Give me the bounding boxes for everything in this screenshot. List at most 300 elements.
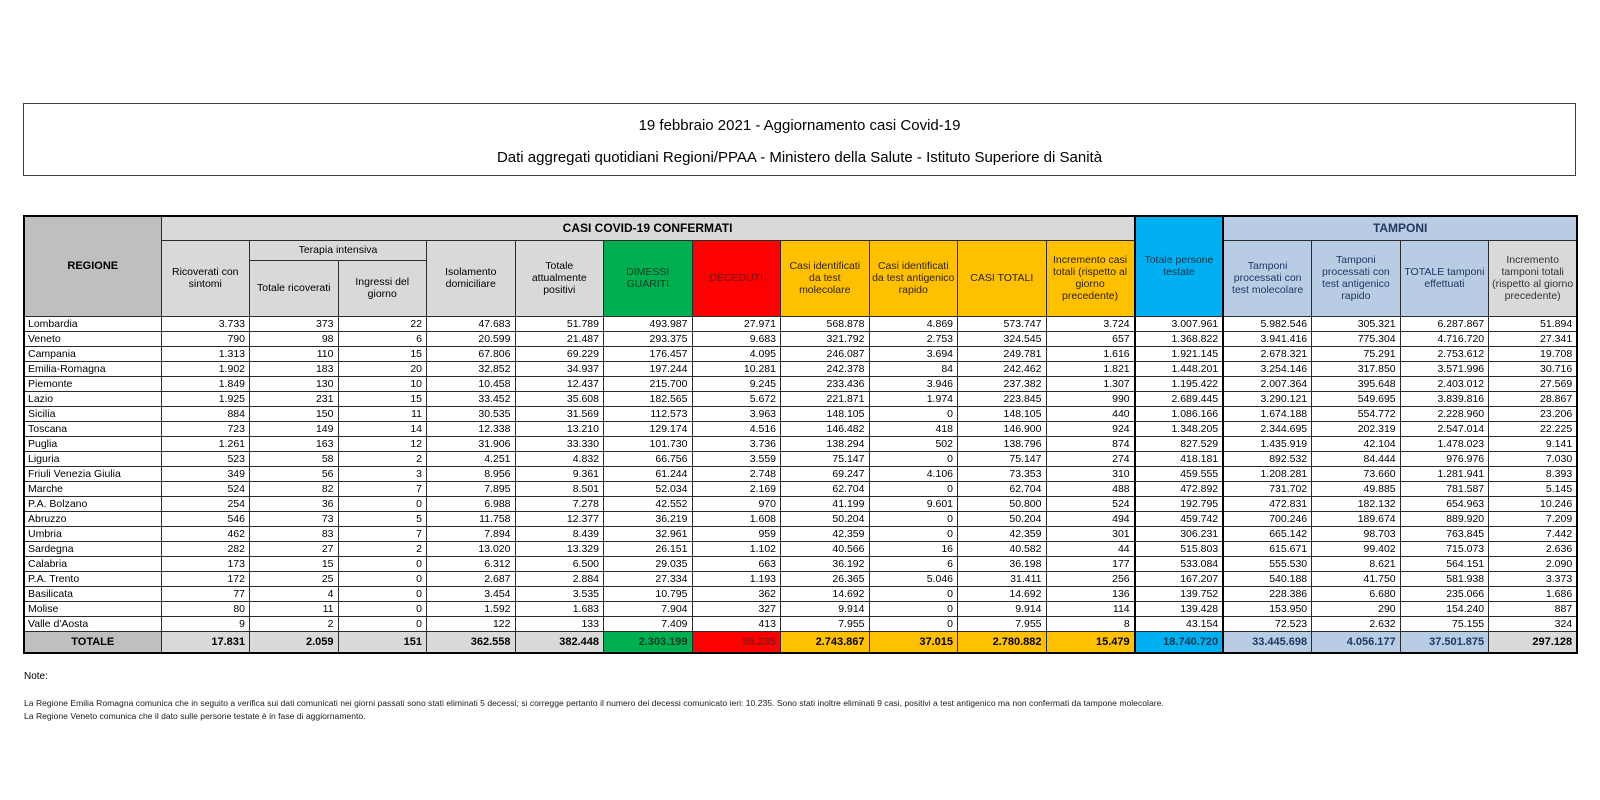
value-cell: 7.442 <box>1489 526 1578 541</box>
value-cell: 324.545 <box>958 331 1047 346</box>
value-cell: 221.871 <box>781 391 870 406</box>
value-cell: 146.482 <box>781 421 870 436</box>
table-row <box>24 451 1577 466</box>
value-cell: 75.291 <box>1312 346 1401 361</box>
value-cell: 189.674 <box>1312 511 1401 526</box>
value-cell: 16 <box>869 541 958 556</box>
value-cell: 1.925 <box>161 391 250 406</box>
value-cell: 3.254.146 <box>1223 361 1312 376</box>
region-name: P.A. Bolzano <box>24 496 161 511</box>
region-name: Valle d'Aosta <box>24 616 161 631</box>
value-cell: 3.571.996 <box>1400 361 1489 376</box>
value-cell: 36.198 <box>958 556 1047 571</box>
value-cell: 172 <box>161 571 250 586</box>
value-cell: 33.452 <box>427 391 516 406</box>
value-cell: 395.648 <box>1312 376 1401 391</box>
value-cell: 215.700 <box>604 376 693 391</box>
value-cell: 663 <box>692 556 781 571</box>
col-header-persone-testate: Totale persone testate <box>1135 216 1224 316</box>
value-cell: 2.636 <box>1489 541 1578 556</box>
value-cell: 42.359 <box>781 526 870 541</box>
value-cell: 959 <box>692 526 781 541</box>
region-name: Liguria <box>24 451 161 466</box>
table-row <box>24 331 1577 346</box>
value-cell: 3.535 <box>515 586 604 601</box>
table-row <box>24 361 1577 376</box>
value-cell: 5.672 <box>692 391 781 406</box>
value-cell: 554.772 <box>1312 406 1401 421</box>
value-cell: 472.892 <box>1135 481 1224 496</box>
totale-value-cell: 2.059 <box>250 631 339 653</box>
value-cell: 0 <box>338 496 427 511</box>
value-cell: 3.946 <box>869 376 958 391</box>
value-cell: 36.219 <box>604 511 693 526</box>
value-cell: 0 <box>869 511 958 526</box>
value-cell: 12.338 <box>427 421 516 436</box>
value-cell: 163 <box>250 436 339 451</box>
value-cell: 27 <box>250 541 339 556</box>
value-cell: 4.106 <box>869 466 958 481</box>
totale-value-cell: 15.479 <box>1046 631 1135 653</box>
value-cell: 665.142 <box>1223 526 1312 541</box>
value-cell: 515.803 <box>1135 541 1224 556</box>
value-cell: 51.894 <box>1489 316 1578 331</box>
group-header-terapia-intensiva: Terapia intensiva <box>250 240 427 260</box>
value-cell: 12.377 <box>515 511 604 526</box>
value-cell: 0 <box>338 601 427 616</box>
value-cell: 6.680 <box>1312 586 1401 601</box>
region-name: Basilicata <box>24 586 161 601</box>
value-cell: 82 <box>250 481 339 496</box>
value-cell: 715.073 <box>1400 541 1489 556</box>
value-cell: 1.086.166 <box>1135 406 1224 421</box>
value-cell: 2.090 <box>1489 556 1578 571</box>
table-row <box>24 466 1577 481</box>
value-cell: 874 <box>1046 436 1135 451</box>
value-cell: 0 <box>869 526 958 541</box>
value-cell: 494 <box>1046 511 1135 526</box>
value-cell: 62.704 <box>781 481 870 496</box>
totale-label: TOTALE <box>24 631 161 653</box>
value-cell: 139.428 <box>1135 601 1224 616</box>
value-cell: 242.378 <box>781 361 870 376</box>
value-cell: 1.616 <box>1046 346 1135 361</box>
value-cell: 2.169 <box>692 481 781 496</box>
table-row <box>24 556 1577 571</box>
value-cell: 7 <box>338 481 427 496</box>
value-cell: 182.132 <box>1312 496 1401 511</box>
totale-value-cell: 2.303.199 <box>604 631 693 653</box>
value-cell: 274 <box>1046 451 1135 466</box>
value-cell: 130 <box>250 376 339 391</box>
value-cell: 349 <box>161 466 250 481</box>
value-cell: 723 <box>161 421 250 436</box>
value-cell: 228.386 <box>1223 586 1312 601</box>
value-cell: 0 <box>338 571 427 586</box>
value-cell: 9.361 <box>515 466 604 481</box>
value-cell: 66.756 <box>604 451 693 466</box>
value-cell: 9.141 <box>1489 436 1578 451</box>
value-cell: 4 <box>250 586 339 601</box>
value-cell: 256 <box>1046 571 1135 586</box>
value-cell: 154.240 <box>1400 601 1489 616</box>
totale-value-cell: 17.831 <box>161 631 250 653</box>
region-name: Marche <box>24 481 161 496</box>
value-cell: 10.281 <box>692 361 781 376</box>
value-cell: 1.921.145 <box>1135 346 1224 361</box>
value-cell: 27.334 <box>604 571 693 586</box>
value-cell: 472.831 <box>1223 496 1312 511</box>
value-cell: 73.660 <box>1312 466 1401 481</box>
value-cell: 75.147 <box>958 451 1047 466</box>
region-name: Friuli Venezia Giulia <box>24 466 161 481</box>
value-cell: 4.251 <box>427 451 516 466</box>
value-cell: 2.687 <box>427 571 516 586</box>
value-cell: 327 <box>692 601 781 616</box>
value-cell: 61.244 <box>604 466 693 481</box>
value-cell: 2 <box>338 451 427 466</box>
value-cell: 56 <box>250 466 339 481</box>
group-header-casi-confermati: CASI COVID-19 CONFERMATI <box>161 216 1135 240</box>
value-cell: 14 <box>338 421 427 436</box>
value-cell: 249.781 <box>958 346 1047 361</box>
table-footer <box>24 631 1577 653</box>
value-cell: 970 <box>692 496 781 511</box>
value-cell: 254 <box>161 496 250 511</box>
value-cell: 69.247 <box>781 466 870 481</box>
value-cell: 69.229 <box>515 346 604 361</box>
value-cell: 26.365 <box>781 571 870 586</box>
value-cell: 2.884 <box>515 571 604 586</box>
value-cell: 50.800 <box>958 496 1047 511</box>
value-cell: 73.353 <box>958 466 1047 481</box>
value-cell: 440 <box>1046 406 1135 421</box>
region-name: Sardegna <box>24 541 161 556</box>
region-name: Campania <box>24 346 161 361</box>
value-cell: 14.692 <box>781 586 870 601</box>
value-cell: 3.736 <box>692 436 781 451</box>
value-cell: 549.695 <box>1312 391 1401 406</box>
value-cell: 1.281.941 <box>1400 466 1489 481</box>
value-cell: 1.608 <box>692 511 781 526</box>
totale-value-cell: 33.445.698 <box>1223 631 1312 653</box>
value-cell: 8.439 <box>515 526 604 541</box>
value-cell: 310 <box>1046 466 1135 481</box>
value-cell: 0 <box>869 481 958 496</box>
table-body <box>24 316 1577 631</box>
value-cell: 2.689.445 <box>1135 391 1224 406</box>
value-cell: 533.084 <box>1135 556 1224 571</box>
value-cell: 44 <box>1046 541 1135 556</box>
value-cell: 7.904 <box>604 601 693 616</box>
value-cell: 19.708 <box>1489 346 1578 361</box>
value-cell: 1.102 <box>692 541 781 556</box>
table-row <box>24 376 1577 391</box>
note-line: La Regione Emilia Romagna comunica che in seguito a verifica sui dati comunicati nei giorni passati sono stati eliminati 5 decessi; si corregge pertanto il numero dei decessi comunicato ieri: 10.235. Sono stati inoltre eliminati 9 casi, positivi a test antigenico ma non confermati da tampone molecolare. <box>24 698 1164 708</box>
col-header-totale-attualmente-positivi: Totale attualmente positivi <box>515 240 604 316</box>
value-cell: 15 <box>338 391 427 406</box>
value-cell: 122 <box>427 616 516 631</box>
value-cell: 246.087 <box>781 346 870 361</box>
region-name: Piemonte <box>24 376 161 391</box>
value-cell: 43.154 <box>1135 616 1224 631</box>
value-cell: 110 <box>250 346 339 361</box>
col-header-casi-totali: CASI TOTALI <box>958 240 1047 316</box>
value-cell: 1.683 <box>515 601 604 616</box>
region-name: Toscana <box>24 421 161 436</box>
value-cell: 282 <box>161 541 250 556</box>
value-cell: 9.683 <box>692 331 781 346</box>
value-cell: 3.694 <box>869 346 958 361</box>
value-cell: 75.147 <box>781 451 870 466</box>
table-row <box>24 346 1577 361</box>
value-cell: 293.375 <box>604 331 693 346</box>
value-cell: 33.330 <box>515 436 604 451</box>
region-name: Calabria <box>24 556 161 571</box>
value-cell: 9.601 <box>869 496 958 511</box>
value-cell: 173 <box>161 556 250 571</box>
value-cell: 2.753 <box>869 331 958 346</box>
value-cell: 418 <box>869 421 958 436</box>
value-cell: 0 <box>869 601 958 616</box>
value-cell: 654.963 <box>1400 496 1489 511</box>
totale-value-cell: 18.740.720 <box>1135 631 1224 653</box>
value-cell: 1.849 <box>161 376 250 391</box>
value-cell: 9.245 <box>692 376 781 391</box>
value-cell: 27.341 <box>1489 331 1578 346</box>
value-cell: 2.748 <box>692 466 781 481</box>
totale-row <box>24 631 1577 653</box>
report-title: 19 febbraio 2021 - Aggiornamento casi Covid-19 <box>638 117 961 134</box>
value-cell: 52.034 <box>604 481 693 496</box>
value-cell: 1.348.205 <box>1135 421 1224 436</box>
value-cell: 615.671 <box>1223 541 1312 556</box>
table-row <box>24 496 1577 511</box>
value-cell: 11.758 <box>427 511 516 526</box>
value-cell: 6.988 <box>427 496 516 511</box>
value-cell: 47.683 <box>427 316 516 331</box>
value-cell: 700.246 <box>1223 511 1312 526</box>
value-cell: 20.599 <box>427 331 516 346</box>
value-cell: 28.867 <box>1489 391 1578 406</box>
value-cell: 0 <box>338 556 427 571</box>
value-cell: 1.974 <box>869 391 958 406</box>
value-cell: 233.436 <box>781 376 870 391</box>
value-cell: 2.228.960 <box>1400 406 1489 421</box>
value-cell: 50.204 <box>958 511 1047 526</box>
totale-value-cell: 2.743.867 <box>781 631 870 653</box>
value-cell: 15 <box>338 346 427 361</box>
value-cell: 8.621 <box>1312 556 1401 571</box>
value-cell: 2.344.695 <box>1223 421 1312 436</box>
value-cell: 2.632 <box>1312 616 1401 631</box>
covid-data-table <box>23 215 1578 654</box>
value-cell: 7 <box>338 526 427 541</box>
col-header-isolamento-domiciliare: Isolamento domiciliare <box>427 240 516 316</box>
value-cell: 990 <box>1046 391 1135 406</box>
value-cell: 41.199 <box>781 496 870 511</box>
value-cell: 23.206 <box>1489 406 1578 421</box>
value-cell: 99.402 <box>1312 541 1401 556</box>
col-header-casi-test-antigenico: Casi identificati da test antigenico rapido <box>869 240 958 316</box>
value-cell: 148.105 <box>781 406 870 421</box>
value-cell: 290 <box>1312 601 1401 616</box>
value-cell: 2 <box>338 541 427 556</box>
value-cell: 136 <box>1046 586 1135 601</box>
col-header-regione: REGIONE <box>24 216 161 316</box>
value-cell: 6.287.867 <box>1400 316 1489 331</box>
value-cell: 462 <box>161 526 250 541</box>
value-cell: 10.458 <box>427 376 516 391</box>
value-cell: 306.231 <box>1135 526 1224 541</box>
region-name: Emilia-Romagna <box>24 361 161 376</box>
value-cell: 42.359 <box>958 526 1047 541</box>
value-cell: 8.956 <box>427 466 516 481</box>
value-cell: 2.753.612 <box>1400 346 1489 361</box>
value-cell: 146.900 <box>958 421 1047 436</box>
group-header-tamponi: TAMPONI <box>1223 216 1577 240</box>
value-cell: 10.795 <box>604 586 693 601</box>
value-cell: 29.035 <box>604 556 693 571</box>
value-cell: 540.188 <box>1223 571 1312 586</box>
value-cell: 9.914 <box>958 601 1047 616</box>
value-cell: 924 <box>1046 421 1135 436</box>
value-cell: 242.462 <box>958 361 1047 376</box>
value-cell: 13.210 <box>515 421 604 436</box>
table-row <box>24 481 1577 496</box>
value-cell: 31.411 <box>958 571 1047 586</box>
value-cell: 7.895 <box>427 481 516 496</box>
value-cell: 775.304 <box>1312 331 1401 346</box>
value-cell: 731.702 <box>1223 481 1312 496</box>
totale-value-cell: 37.015 <box>869 631 958 653</box>
value-cell: 459.555 <box>1135 466 1224 481</box>
value-cell: 887 <box>1489 601 1578 616</box>
region-name: Puglia <box>24 436 161 451</box>
value-cell: 223.845 <box>958 391 1047 406</box>
value-cell: 1.195.422 <box>1135 376 1224 391</box>
table-row <box>24 571 1577 586</box>
value-cell: 138.294 <box>781 436 870 451</box>
value-cell: 30.716 <box>1489 361 1578 376</box>
value-cell: 1.821 <box>1046 361 1135 376</box>
col-header-dimessi-guariti: DIMESSI GUARITI <box>604 240 693 316</box>
table-row <box>24 391 1577 406</box>
value-cell: 7.955 <box>958 616 1047 631</box>
value-cell: 7.894 <box>427 526 516 541</box>
value-cell: 0 <box>869 616 958 631</box>
col-header-ricoverati-con-sintomi: Ricoverati con sintomi <box>161 240 250 316</box>
value-cell: 1.208.281 <box>1223 466 1312 481</box>
value-cell: 6.312 <box>427 556 516 571</box>
value-cell: 27.971 <box>692 316 781 331</box>
value-cell: 49.885 <box>1312 481 1401 496</box>
value-cell: 3.373 <box>1489 571 1578 586</box>
value-cell: 176.457 <box>604 346 693 361</box>
col-header-casi-test-molecolare: Casi identificati da test molecolare <box>781 240 870 316</box>
value-cell: 149 <box>250 421 339 436</box>
table-row <box>24 406 1577 421</box>
note-line: La Regione Veneto comunica che il dato sulle persone testate è in fase di aggiornamento. <box>24 711 366 721</box>
totale-value-cell: 362.558 <box>427 631 516 653</box>
value-cell: 4.516 <box>692 421 781 436</box>
value-cell: 0 <box>869 451 958 466</box>
value-cell: 317.850 <box>1312 361 1401 376</box>
value-cell: 889.920 <box>1400 511 1489 526</box>
title-box <box>23 103 1576 176</box>
value-cell: 192.795 <box>1135 496 1224 511</box>
value-cell: 22 <box>338 316 427 331</box>
value-cell: 1.448.201 <box>1135 361 1224 376</box>
table-row <box>24 421 1577 436</box>
table-row <box>24 316 1577 331</box>
value-cell: 22.225 <box>1489 421 1578 436</box>
value-cell: 0 <box>869 406 958 421</box>
value-cell: 138.796 <box>958 436 1047 451</box>
value-cell: 892.532 <box>1223 451 1312 466</box>
region-name: Abruzzo <box>24 511 161 526</box>
table-row <box>24 601 1577 616</box>
value-cell: 26.151 <box>604 541 693 556</box>
value-cell: 112.573 <box>604 406 693 421</box>
value-cell: 5 <box>338 511 427 526</box>
value-cell: 139.752 <box>1135 586 1224 601</box>
totale-value-cell: 4.056.177 <box>1312 631 1401 653</box>
value-cell: 153.950 <box>1223 601 1312 616</box>
value-cell: 182.565 <box>604 391 693 406</box>
value-cell: 5.046 <box>869 571 958 586</box>
value-cell: 21.487 <box>515 331 604 346</box>
value-cell: 231 <box>250 391 339 406</box>
col-header-incremento-tamponi: Incremento tamponi totali (rispetto al giorno precedente) <box>1489 240 1578 316</box>
value-cell: 493.987 <box>604 316 693 331</box>
value-cell: 32.852 <box>427 361 516 376</box>
value-cell: 763.845 <box>1400 526 1489 541</box>
notes-title: Note: <box>24 671 48 682</box>
value-cell: 197.244 <box>604 361 693 376</box>
value-cell: 84 <box>869 361 958 376</box>
value-cell: 305.321 <box>1312 316 1401 331</box>
value-cell: 34.937 <box>515 361 604 376</box>
value-cell: 827.529 <box>1135 436 1224 451</box>
value-cell: 72.523 <box>1223 616 1312 631</box>
value-cell: 7.955 <box>781 616 870 631</box>
value-cell: 30.535 <box>427 406 516 421</box>
region-name: P.A. Trento <box>24 571 161 586</box>
value-cell: 564.151 <box>1400 556 1489 571</box>
region-name: Lazio <box>24 391 161 406</box>
value-cell: 150 <box>250 406 339 421</box>
value-cell: 235.066 <box>1400 586 1489 601</box>
value-cell: 73 <box>250 511 339 526</box>
table-row <box>24 541 1577 556</box>
value-cell: 4.716.720 <box>1400 331 1489 346</box>
value-cell: 98 <box>250 331 339 346</box>
value-cell: 9 <box>161 616 250 631</box>
region-name: Molise <box>24 601 161 616</box>
region-name: Veneto <box>24 331 161 346</box>
value-cell: 35.608 <box>515 391 604 406</box>
value-cell: 27.569 <box>1489 376 1578 391</box>
table-row <box>24 616 1577 631</box>
value-cell: 10.246 <box>1489 496 1578 511</box>
value-cell: 418.181 <box>1135 451 1224 466</box>
totale-value-cell: 151 <box>338 631 427 653</box>
value-cell: 6 <box>338 331 427 346</box>
value-cell: 0 <box>338 586 427 601</box>
value-cell: 502 <box>869 436 958 451</box>
value-cell: 42.104 <box>1312 436 1401 451</box>
